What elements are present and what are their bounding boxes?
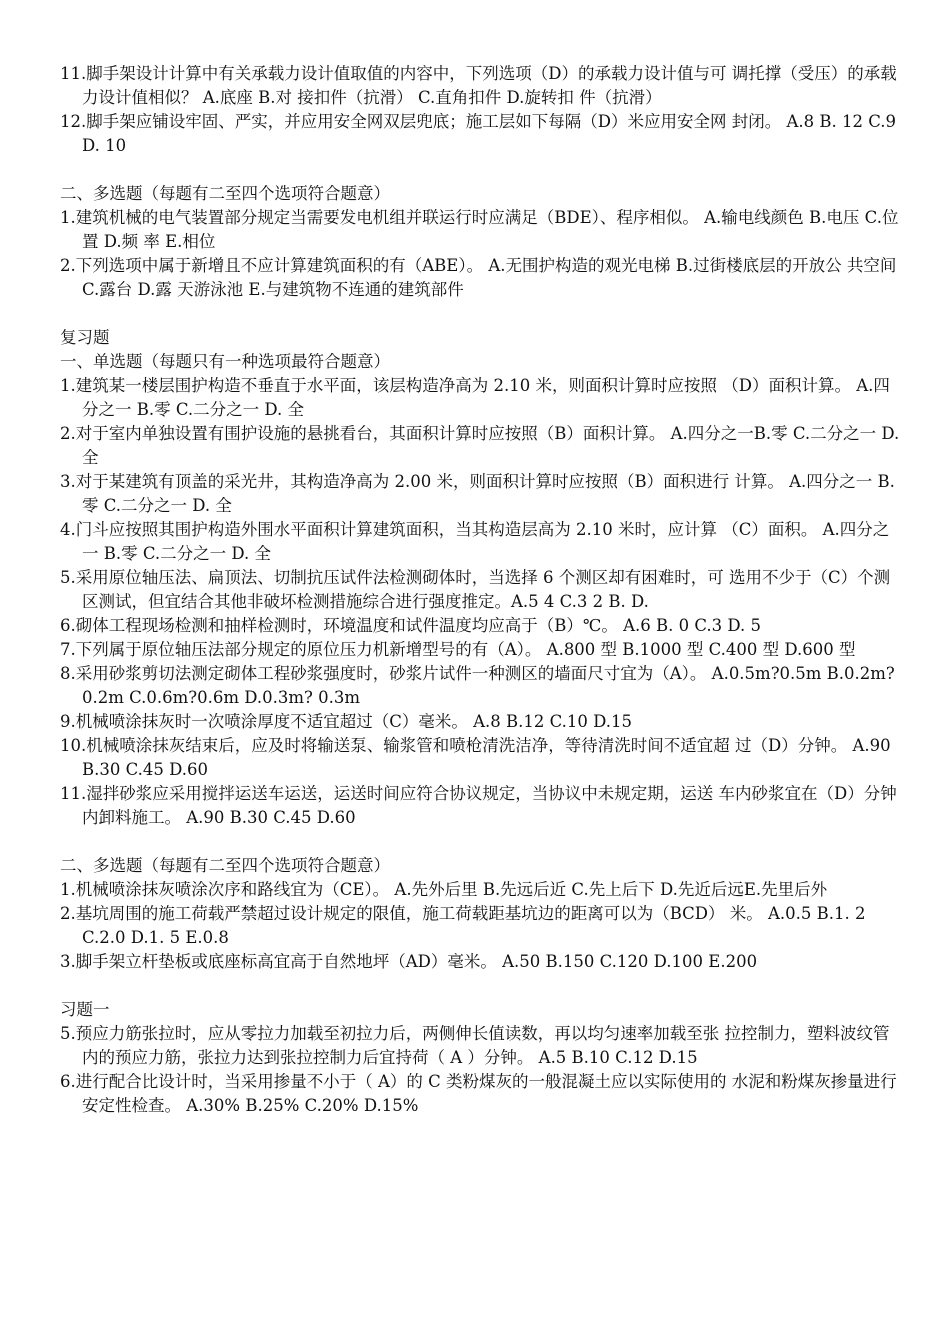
question-item: 5.预应力筋张拉时，应从零拉力加载至初拉力后，两侧伸长值读数，再以均匀速率加载至张 拉控制力，塑料波纹管内的预应力筋，张拉力达到张拉控制力后宜持荷（ A ）分钟。 A.5 B.10 C.12 D.15 [60,1024,890,1067]
question-item: 5.采用原位轴压法、扁顶法、切制抗压试件法检测砌体时，当选择 6 个测区却有困难时，可 选用不少于（C）个测区测试，但宜结合其他非破坏检测措施综合进行强度推定。A.5 4 C.3 2 B. D. [60,568,891,611]
section-heading: 复习题 [60,328,110,347]
question-item: 1.机械喷涂抹灰喷涂次序和路线宜为（CE）。 A.先外后里 B.先远后近 C.先上后下 D.先近后远E.先里后外 [60,880,828,899]
section-title: 二、多选题（每题有二至四个选项符合题意） [60,856,390,875]
question-item: 8.采用砂浆剪切法测定砌体工程砂浆强度时，砂浆片试件一种测区的墙面尺寸宜为（A）。 A.0.5m?0.5m B.0.2m?0.2m C.0.6m?0.6m D.0.3m? 0.3m [60,664,895,707]
question-block-1 [60,62,900,158]
question-item: 3.脚手架立杆垫板或底座标高宜高于自然地坪（AD）毫米。 A.50 B.150 C.120 D.100 E.200 [60,952,758,971]
question-item: 11.湿拌砂浆应采用搅拌运送车运送，运送时间应符合协议规定，当协议中未规定期，运送 车内砂浆宜在（D）分钟内卸料施工。 A.90 B.30 C.45 D.60 [60,784,897,827]
question-item: 9.机械喷涂抹灰时一次喷涂厚度不适宜超过（C）毫米。 A.8 B.12 C.10 D.15 [60,712,633,731]
question-item: 2.下列选项中属于新增且不应计算建筑面积的有（ABE）。 A.无围护构造的观光电梯 B.过街楼底层的开放公 共空间 C.露台 D.露 天游泳池 E.与建筑物不连通的建筑部件 [60,256,902,299]
question-item: 1.建筑某一楼层围护构造不垂直于水平面，该层构造净高为 2.10 米，则面积计算时应按照 （D）面积计算。 A.四分之一 B.零 C.二分之一 D. 全 [60,376,890,419]
section-title: 一、单选题（每题只有一种选项最符合题意） [60,352,390,371]
document-page [60,62,905,1118]
question-item: 6.砌体工程现场检测和抽样检测时，环境温度和试件温度均应高于（B）℃。 A.6 B. 0 C.3 D. 5 [60,616,761,635]
question-item: 11.脚手架设计计算中有关承载力设计值取值的内容中，下列选项（D）的承载力设计值与可 调托撑（受压）的承载力设计值相似？ A.底座 B.对 接扣件（抗滑） C.直角扣件 D.旋转扣 件（抗滑） [60,64,897,107]
question-item: 10.机械喷涂抹灰结束后，应及时将输送泵、输浆管和喷枪清洗洁净，等待清洗时间不适宜超 过（D）分钟。 A.90 B.30 C.45 D.60 [60,736,896,779]
question-block-4 [60,854,900,974]
question-item: 6.进行配合比设计时，当采用掺量不小于（ A）的 C 类粉煤灰的一般混凝土应以实际使用的 水泥和粉煤灰掺量进行安定性检查。 A.30% B.25% C.20% D.15% [60,1072,897,1115]
question-item: 4.门斗应按照其围护构造外围水平面积计算建筑面积，当其构造层高为 2.10 米时，应计算 （C）面积。 A.四分之一 B.零 C.二分之一 D. 全 [60,520,890,563]
question-item: 2.对于室内单独设置有围护设施的悬挑看台，其面积计算时应按照（B）面积计算。 A.四分之一B.零 C.二分之一 D. 全 [60,424,905,467]
question-item: 3.对于某建筑有顶盖的采光井，其构造净高为 2.00 米，则面积计算时应按照（B）面积进行 计算。 A.四分之一 B.零 C.二分之一 D. 全 [60,472,895,515]
section-heading: 习题一 [60,1000,110,1019]
question-item: 12.脚手架应铺设牢固、严实，并应用安全网双层兜底；施工层如下每隔（D）米应用安全网 封闭。 A.8 B. 12 C.9 D. 10 [60,112,902,155]
question-item: 7.下列属于原位轴压法部分规定的原位压力机新增型号的有（A）。 A.800 型 B.1000 型 C.400 型 D.600 型 [60,640,856,659]
section-title: 二、多选题（每题有二至四个选项符合题意） [60,184,390,203]
question-block-5 [60,998,900,1118]
question-block-3 [60,326,905,830]
question-item: 2.基坑周围的施工荷载严禁超过设计规定的限值，施工荷载距基坑边的距离可以为（BCD） 米。 A.0.5 B.1. 2 C.2.0 D.1. 5 E.0.8 [60,904,871,947]
question-item: 1.建筑机械的电气装置部分规定当需要发电机组并联运行时应满足（BDE）、程序相似。 A.输电线颜色 B.电压 C.位置 D.频 率 E.相位 [60,208,899,251]
question-block-2 [60,182,900,302]
